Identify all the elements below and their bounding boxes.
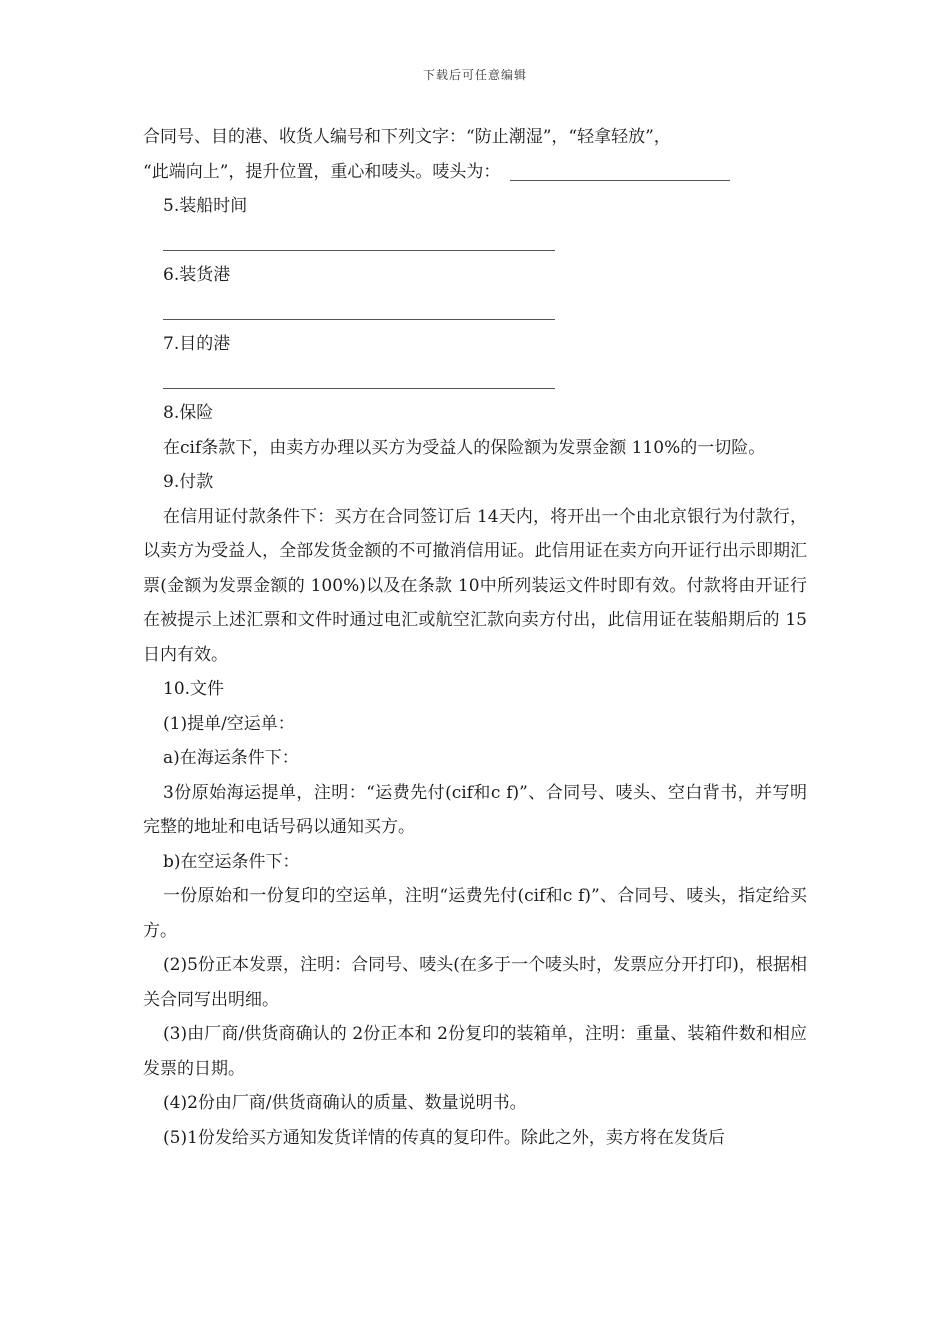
section-6-blank-field [163, 293, 555, 328]
section-5-title: 5.装船时间 [163, 196, 248, 216]
marks-label: “此端向上”，提升位置，重心和唛头。唛头为： [143, 161, 501, 182]
paragraph-marks-line1: 合同号、目的港、收货人编号和下列文字：“防止潮湿”，“轻拿轻放”， [143, 127, 671, 147]
section-10-item-3: (3)由厂商/供货商确认的 2份正本和 2份复印的装箱单，注明：重量、装箱件数和相应发票的日期。 [143, 1024, 807, 1079]
section-10-item-1a: a)在海运条件下： [163, 748, 299, 768]
section-9-text: 在信用证付款条件下：买方在合同签订后 14天内，将开出一个由北京银行为付款行，以卖方为受益人，全部发货金额的不可撤消信用证。此信用证在卖方向开证行出示即期汇票(金额为发票金额的 100%)以及在条款 10中所列装运文件时即有效。付款将由开证行在被提示上述汇票和文件时通过电汇或航空汇款向卖方付出，此信用证在装船期后的 15日内有效。 [143, 506, 807, 665]
section-10-item-1: (1)提单/空运单： [163, 713, 295, 734]
marks-blank-field [510, 160, 730, 181]
paragraph-marks-line2 [143, 155, 807, 190]
section-7-title: 7.目的港 [163, 334, 231, 354]
section-10-item-2: (2)5份正本发票，注明：合同号、唛头(在多于一个唛头时，发票应分开打印)，根据相关合同写出明细。 [143, 955, 807, 1010]
document-body [143, 120, 807, 1155]
section-10-item-1a-text: 3份原始海运提单，注明：“运费先付(cif和c f)”、合同号、唛头、空白背书，并写明完整的地址和电话号码以通知买方。 [143, 782, 807, 837]
section-8-title: 8.保险 [163, 403, 214, 423]
section-10-item-5: (5)1份发给买方通知发货详情的传真的复印件。除此之外，卖方将在发货后 [163, 1127, 725, 1148]
section-5-blank-field [163, 224, 555, 259]
section-8-text: 在cif条款下，由卖方办理以买方为受益人的保险额为发票金额 110%的一切险。 [163, 437, 766, 458]
section-10-item-1b-text: 一份原始和一份复印的空运单，注明“运费先付(cif和c f)”、合同号、唛头，指定给买方。 [143, 886, 807, 941]
section-10-item-4: (4)2份由厂商/供货商确认的质量、数量说明书。 [163, 1093, 527, 1113]
section-6-title: 6.装货港 [163, 265, 231, 285]
section-9-title: 9.付款 [163, 472, 214, 492]
section-10-item-1b: b)在空运条件下： [163, 851, 300, 872]
page-header-note: 下载后可任意编辑 [422, 68, 527, 82]
section-7-blank-field [163, 362, 555, 397]
section-10-title: 10.文件 [163, 679, 225, 699]
